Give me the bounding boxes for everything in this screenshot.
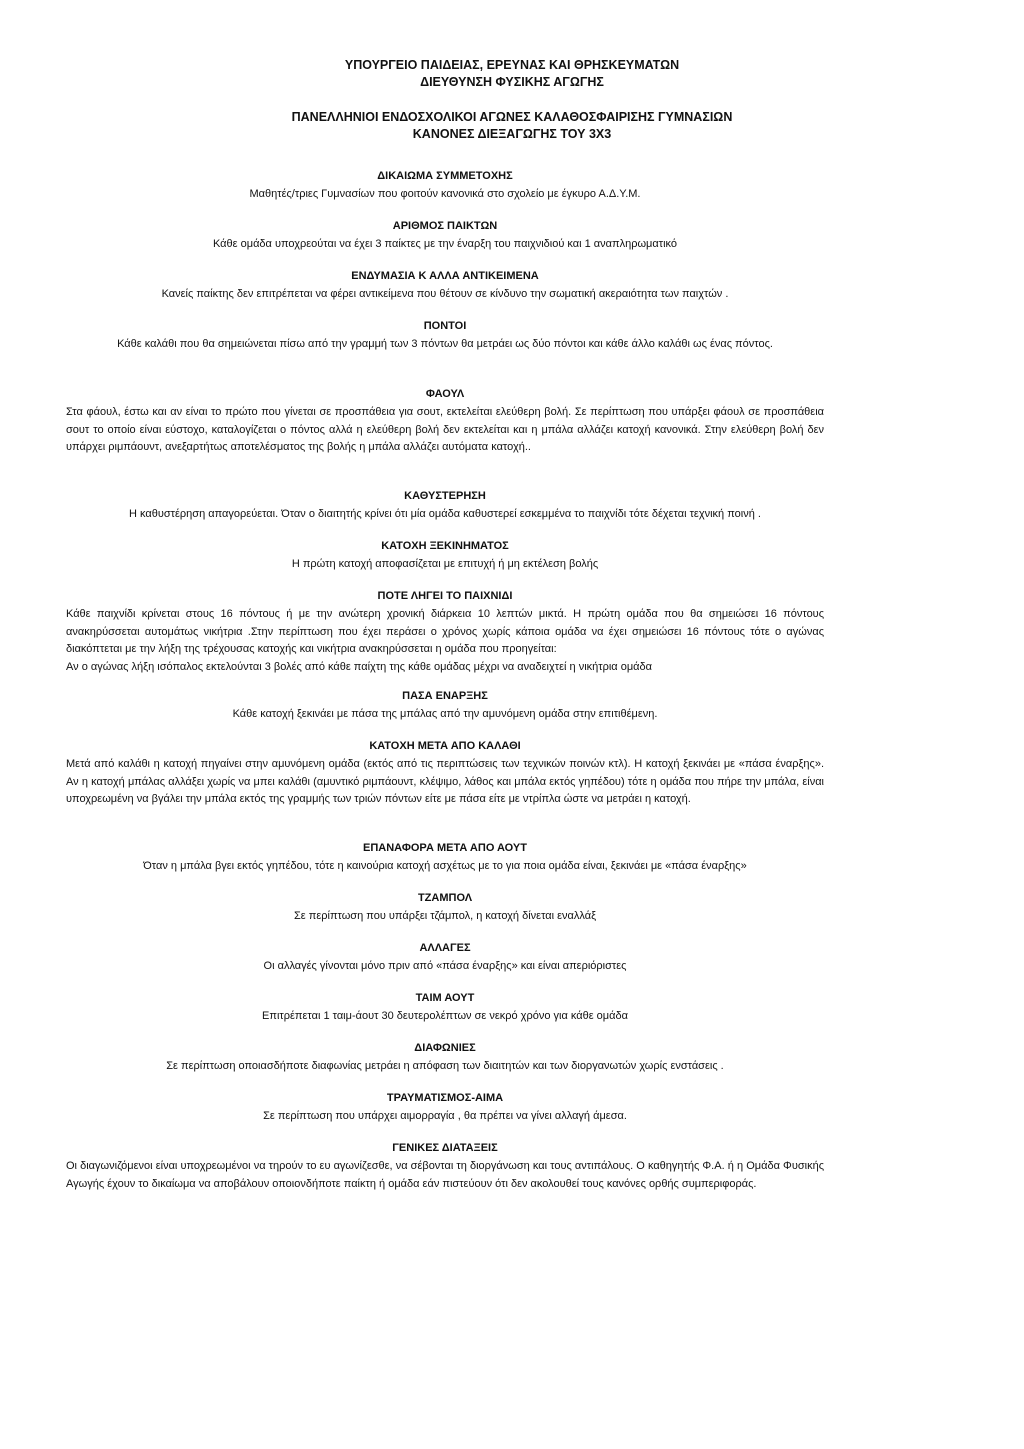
section-body: Η καθυστέρηση απαγορεύεται. Όταν ο διαιτητής κρίνει ότι μία ομάδα καθυστερεί εσκεμμένα το παιχνίδι τότε δέχεται τεχνική ποινή . [129, 508, 761, 520]
section-title: ΠΟΝΤΟΙ [423, 320, 467, 332]
section-body: Σε περίπτωση οποιασδήποτε διαφωνίας μετράει η απόφαση των διαιτητών και των διοργανωτών χωρίς ενστάσεις . [166, 1060, 724, 1072]
section-title: ΓΕΝΙΚΕΣ ΔΙΑΤΑΞΕΙΣ [392, 1142, 498, 1154]
directorate-title: ΔΙΕΥΘΥΝΣΗ ΦΥΣΙΚΗΣ ΑΓΩΓΗΣ [420, 75, 604, 89]
section-title: ΠΟΤΕ ΛΗΓΕΙ ΤΟ ΠΑΙΧΝΙΔΙ [377, 590, 513, 602]
section-title: ΤΡΑΥΜΑΤΙΣΜΟΣ-ΑΙΜΑ [386, 1092, 504, 1104]
section-title: ΕΝΔΥΜΑΣΙΑ Κ ΑΛΛΑ ΑΝΤΙΚΕΙΜΕΝΑ [351, 270, 539, 282]
section-delay [66, 488, 824, 524]
section-title: ΚΑΤΟΧΗ ΜΕΤΑ ΑΠΟ ΚΑΛΑΘΙ [369, 740, 521, 752]
section-points [66, 318, 824, 354]
section-body: Στα φάουλ, έστω και αν είναι το πρώτο που γίνεται σε προσπάθεια για σουτ, εκτελείται ελεύθερη βολή. Σε περίπτωση που υπάρξει φάουλ σε προσπάθεια σουτ το οποίο είναι εύστοχο, καταλογίζεται ο πόντος αλλά η ελεύθερη βολή δεν εκτελείται και η μπάλα αλλάζει κατοχή κανονικά. Στην ελεύθερη βολή δεν υπάρχει ριμπάουντ, ανεξαρτήτως αποτελέσματος της βολής η μπάλα αλλάζει αυτόματα κατοχή.. [66, 406, 824, 453]
section-body: Η πρώτη κατοχή αποφασίζεται με επιτυχή ή μη εκτέλεση βολής [291, 558, 599, 570]
section-body: Κάθε καλάθι που θα σημειώνεται πίσω από την γραμμή των 3 πόντων θα μετράει ως δύο πόντοι και κάθε άλλο καλάθι ως ένας πόντος. [117, 338, 773, 350]
section-title: ΑΛΛΑΓΕΣ [419, 942, 471, 954]
section-injury-blood [66, 1090, 824, 1126]
section-body: Κάθε κατοχή ξεκινάει με πάσα της μπάλας από την αμυνόμενη ομάδα στην επιτιθέμενη. [232, 708, 658, 720]
section-title: ΕΠΑΝΑΦΟΡΑ ΜΕΤΑ ΑΠΟ ΑΟΥΤ [363, 842, 527, 854]
section-body-tiebreak: Αν ο αγώνας λήξη ισόπαλος εκτελούνται 3 βολές από κάθε παίχτη της κάθε ομάδας μέχρι να αναδειχτεί η νικήτρια ομάδα [66, 660, 653, 673]
section-body: Μαθητές/τριες Γυμνασίων που φοιτούν κανονικά στο σχολείο με έγκυρο Α.Δ.Υ.Μ. [249, 188, 641, 200]
section-title: ΦΑΟΥΛ [425, 388, 465, 400]
section-title: ΔΙΑΦΩΝΙΕΣ [414, 1042, 476, 1054]
section-disputes [66, 1040, 824, 1076]
ministry-title: ΥΠΟΥΡΓΕΙΟ ΠΑΙΔΕΙΑΣ, ΕΡΕΥΝΑΣ ΚΑΙ ΘΡΗΣΚΕΥΜΑΤΩΝ [344, 58, 680, 72]
section-starting-possession [66, 538, 824, 574]
section-title: ΚΑΤΟΧΗ ΞΕΚΙΝΗΜΑΤΟΣ [381, 540, 509, 552]
section-title: ΠΑΣΑ ΕΝΑΡΞΗΣ [402, 690, 488, 702]
section-game-end [66, 588, 824, 676]
rules-title: ΚΑΝΟΝΕΣ ΔΙΕΞΑΓΩΓΗΣ ΤΟΥ 3Χ3 [412, 127, 612, 141]
section-body: Επιτρέπεται 1 ταιμ-άουτ 30 δευτερολέπτων σε νεκρό χρόνο για κάθε ομάδα [262, 1010, 628, 1022]
section-title: ΤΑΙΜ ΑΟΥΤ [415, 992, 475, 1004]
section-possession-after-basket [66, 738, 824, 809]
games-title: ΠΑΝΕΛΛΗΝΙΟΙ ΕΝΔΟΣΧΟΛΙΚΟΙ ΑΓΩΝΕΣ ΚΑΛΑΘΟΣΦΑΙΡΙΣΗΣ ΓΥΜΝΑΣΙΩΝ [291, 110, 733, 124]
section-clothing [66, 268, 824, 304]
section-body: Οι αλλαγές γίνονται μόνο πριν από «πάσα έναρξης» και είναι απεριόριστες [263, 960, 627, 972]
section-fouls [66, 386, 824, 457]
section-general-provisions [66, 1140, 824, 1193]
section-body: Όταν η μπάλα βγει εκτός γηπέδου, τότε η καινούρια κατοχή ασχέτως με το για ποια ομάδα είναι, ξεκινάει με «πάσα έναρξης» [143, 860, 747, 872]
section-timeout [66, 990, 824, 1026]
section-players [66, 218, 824, 254]
section-body: Κανείς παίκτης δεν επιτρέπεται να φέρει αντικείμενα που θέτουν σε κίνδυνο την σωματική ακεραιότητα των παιχτών . [161, 288, 729, 300]
section-participation [66, 168, 824, 204]
section-body: Οι διαγωνιζόμενοι είναι υποχρεωμένοι να τηρούν το ευ αγωνίζεσθε, να σέβονται τη διοργάνωση και τους αντιπάλους. Ο καθηγητής Φ.Α. ή η Ομάδα Φυσικής Αγωγής έχουν το δικαίωμα να αποβάλουν οποιονδήποτε παίκτη ή ομάδα εάν πιστεύουν ότι δεν ακολουθεί τους κανόνες ορθής συμπεριφοράς. [66, 1160, 824, 1190]
section-title: ΑΡΙΘΜΟΣ ΠΑΙΚΤΩΝ [392, 220, 498, 232]
section-opening-pass [66, 688, 824, 724]
section-title: ΤΖΑΜΠΟΛ [417, 892, 473, 904]
section-body: Κάθε ομάδα υποχρεούται να έχει 3 παίκτες με την έναρξη του παιχνιδιού και 1 αναπληρωματικό [212, 238, 678, 250]
section-substitutions [66, 940, 824, 976]
section-title: ΔΙΚΑΙΩΜΑ ΣΥΜΜΕΤΟΧΗΣ [377, 170, 513, 182]
document-header [60, 57, 964, 143]
section-jump-ball [66, 890, 824, 926]
section-restart-after-out [66, 840, 824, 876]
section-body: Μετά από καλάθι η κατοχή πηγαίνει στην αμυνόμενη ομάδα (εκτός από τις περιπτώσεις των τεχνικών ποινών κτλ). Η κατοχή ξεκινάει με «πάσα έναρξης». Αν η κατοχή μπάλας αλλάξει χωρίς να μπει καλάθι (αμυντικό ριμπάουντ, κλέψιμο, λάθος και μπάλα εκτός γηπέδου) τότε η ομάδα που πήρε την μπάλα, είναι υποχρεωμένη να βγάλει την μπάλα εκτός της γραμμής των τριών πόντων είτε με πάσα είτε με ντρίπλα ώστε να μετράει η κατοχή. [66, 758, 824, 805]
section-body: Σε περίπτωση που υπάρχει αιμορραγία , θα πρέπει να γίνει αλλαγή άμεσα. [263, 1110, 627, 1122]
section-body: Κάθε παιχνίδι κρίνεται στους 16 πόντους ή με την ανώτερη χρονική διάρκεια 10 λεπτών μικτά. Η πρώτη ομάδα που θα σημειώσει 16 πόντους ανακηρύσσεται αυτομάτως νικήτρια .Στην περίπτωση που έχει περάσει ο χρόνος χωρίς κάποια ομάδα να έχει σημειώσει 16 πόντους τότε ο αγώνας διακόπτεται με την λήξη της τρέχουσας κατοχής και νικήτρια ανακηρύσσεται η ομάδα που προηγείται: [66, 608, 824, 655]
section-body: Σε περίπτωση που υπάρξει τζάμπολ, η κατοχή δίνεται εναλλάξ [293, 910, 597, 922]
section-title: ΚΑΘΥΣΤΕΡΗΣΗ [404, 490, 486, 502]
